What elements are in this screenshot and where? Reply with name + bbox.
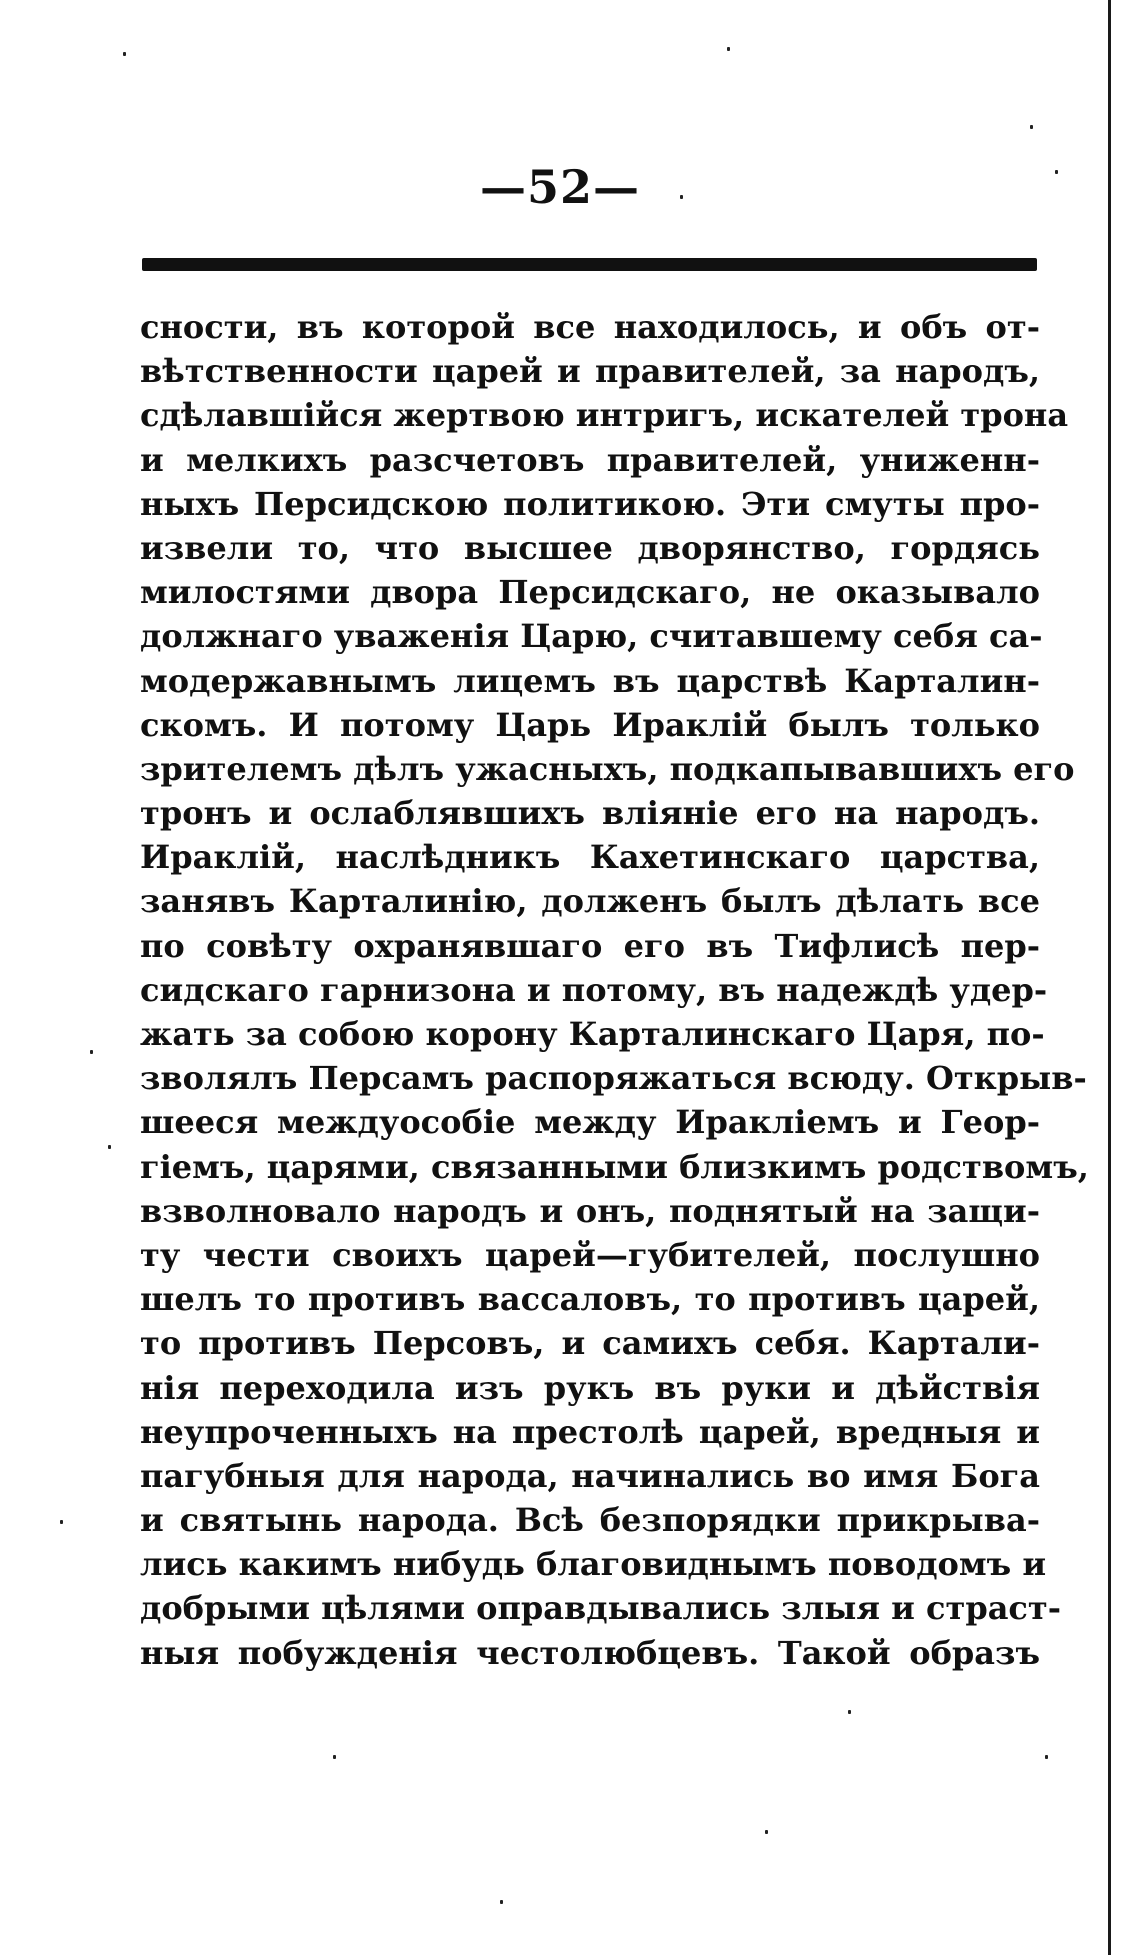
scan-speck <box>680 195 683 199</box>
scan-speck <box>1055 170 1058 174</box>
text-line: скомъ. И потому Царь Ираклій былъ только <box>140 705 1040 744</box>
text-line: милостями двора Персидскаго, не оказывало <box>140 573 1040 612</box>
text-line: сдѣлавшійся жертвою интригъ, искателей трона <box>140 396 1069 435</box>
scan-speck <box>765 1830 768 1834</box>
text-line: занявъ Карталинію, долженъ былъ дѣлать все <box>140 882 1040 921</box>
text-line: тронъ и ослаблявшихъ вліяніе его на народъ. <box>140 794 1040 833</box>
scan-speck <box>333 1755 336 1759</box>
scan-speck <box>60 1520 63 1524</box>
page-number: —52— <box>479 160 640 214</box>
text-line: пагубныя для народа, начинались во имя Бога <box>140 1456 1040 1495</box>
text-line: модержавнымъ лицемъ въ царствѣ Карталин- <box>140 661 1040 700</box>
text-line: ту чести своихъ царей—губителей, послушно <box>140 1235 1040 1274</box>
text-line: по совѣту охранявшаго его въ Тифлисѣ пер- <box>140 926 1040 965</box>
text-line: сности, въ которой все находилось, и объ от- <box>140 308 1040 346</box>
text-line: зрителемъ дѣлъ ужасныхъ, подкапывавшихъ его <box>140 749 1075 788</box>
body-text <box>140 305 1089 1675</box>
text-line: гіемъ, царями, связанными близкимъ родствомъ, <box>140 1147 1089 1186</box>
scan-speck <box>90 1050 93 1054</box>
scan-speck <box>1030 125 1033 129</box>
scan-speck <box>108 1145 111 1149</box>
text-line: нія переходила изъ рукъ въ руки и дѣйствія <box>140 1368 1040 1407</box>
text-line: жать за собою корону Карталинскаго Царя, по- <box>140 1015 1045 1053</box>
text-line: лись какимъ нибудь благовиднымъ поводомъ и <box>140 1545 1047 1584</box>
header-rule <box>142 258 1037 271</box>
scan-speck <box>727 47 730 51</box>
text-line: шелъ то противъ вассаловъ, то противъ царей, <box>140 1280 1040 1319</box>
page-edge-line <box>1108 0 1111 1955</box>
text-line: ныхъ Персидскою политикою. Эти смуты про- <box>140 484 1040 523</box>
text-line: и мелкихъ разсчетовъ правителей, униженн- <box>140 440 1040 479</box>
text-line: должнаго уваженія Царю, считавшему себя са- <box>140 617 1043 656</box>
text-line: то противъ Персовъ, и самихъ себя. Картали- <box>140 1324 1040 1363</box>
scan-speck <box>1045 1755 1048 1759</box>
scan-speck <box>500 1900 503 1904</box>
text-line: и святынь народа. Всѣ безпорядки прикрыва- <box>140 1501 1040 1540</box>
text-line: сидскаго гарнизона и потому, въ надеждѣ удер- <box>140 970 1048 1009</box>
text-line: добрыми цѣлями оправдывались злыя и страст- <box>140 1589 1062 1628</box>
text-line: взволновало народъ и онъ, поднятый на защи- <box>140 1191 1040 1230</box>
text-line: зволялъ Персамъ распоряжаться всюду. Открыв- <box>140 1059 1087 1098</box>
text-line: шееся междуособіе между Иракліемъ и Геор- <box>140 1103 1040 1142</box>
text-line: вѣтственности царей и правителей, за народъ, <box>140 352 1040 391</box>
text-line: извели то, что высшее дворянство, гордясь <box>140 528 1040 567</box>
text-line: ныя побужденія честолюбцевъ. Такой образъ <box>140 1633 1040 1672</box>
text-line: неупроченныхъ на престолѣ царей, вредныя и <box>140 1412 1040 1451</box>
scan-speck <box>848 1710 851 1714</box>
text-line: Ираклій, наслѣдникъ Кахетинскаго царства, <box>140 838 1040 877</box>
scan-speck <box>123 52 126 56</box>
